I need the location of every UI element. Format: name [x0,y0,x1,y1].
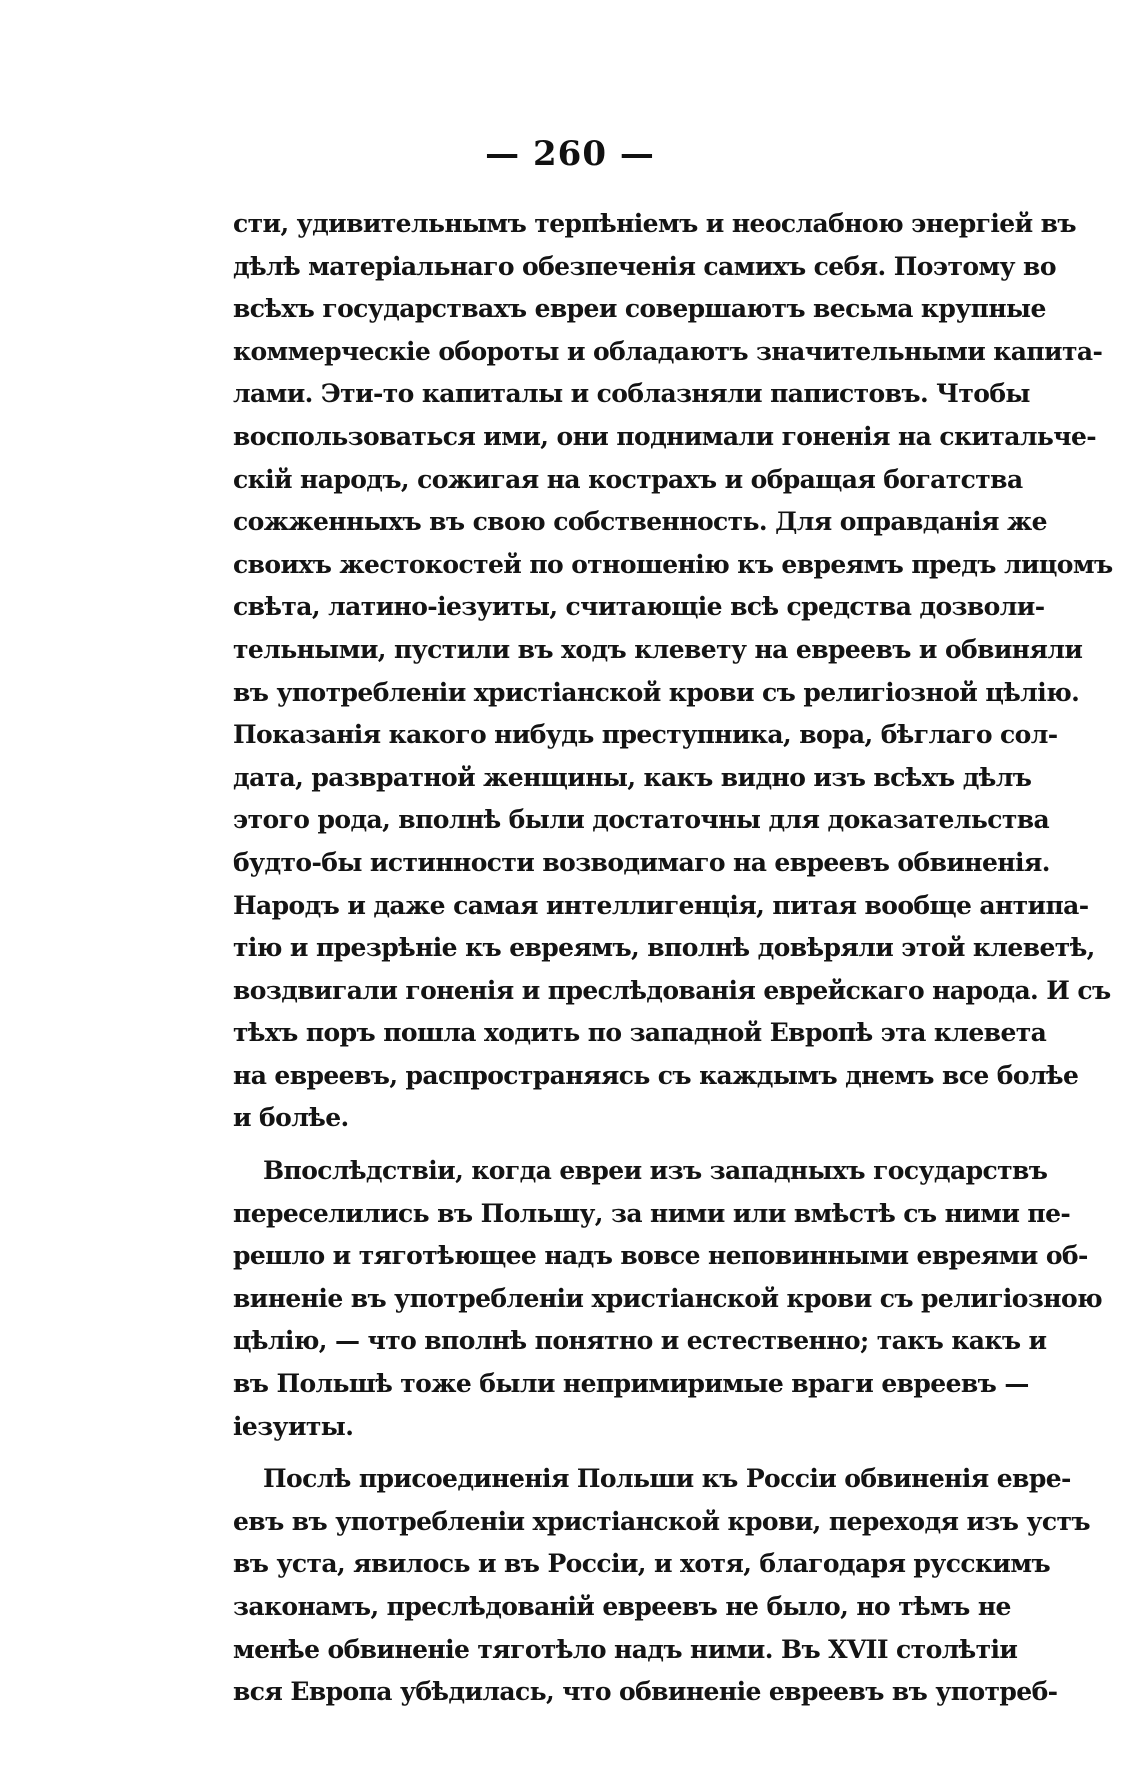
text-line: сти, удивительнымъ терпѣніемъ и неослабною энергіей въ [233,209,1076,238]
text-line: воспользоваться ими, они поднимали гоненія на скитальче- [233,421,1097,451]
text-line: переселились въ Польшу, за ними или вмѣстѣ съ ними пе- [233,1198,1071,1228]
text-line: этого рода, вполнѣ были достаточны для доказательства [233,805,1050,835]
text-line: свѣта, латино-іезуиты, считающіе всѣ средства дозволи- [233,592,1045,622]
text-line: своихъ жестокостей по отношенію къ евреямъ предъ лицомъ [233,549,1113,579]
text-line: въ уста, явилось и въ Россіи, и хотя, благодаря русскимъ [233,1549,1051,1579]
text-line: іезуиты. [233,1411,354,1441]
text-line: решло и тяготѣющее надъ вовсе неповинными евреями об- [233,1241,1088,1271]
paragraph-2 [233,1150,1103,1448]
paragraph-gap [233,1140,985,1150]
text-line: лами. Эти-то капиталы и соблазняли папистовъ. Чтобы [233,379,1030,409]
text-line: тѣхъ поръ пошла ходить по западной Европѣ эта клевета [233,1018,1047,1048]
text-line: тельными, пустили въ ходъ клевету на евреевъ и обвиняли [233,634,1083,664]
text-line: законамъ, преслѣдованій евреевъ не было, но тѣмъ не [233,1592,1011,1621]
text-line: менѣе обвиненіе тяготѣло надъ ними. Въ XVII столѣтіи [233,1634,1018,1664]
body-text [233,203,1113,1714]
paragraph-gap [233,1448,985,1458]
paragraph-3 [233,1458,1090,1714]
text-line: Послѣ присоединенія Польши къ Россіи обвиненія евре- [263,1464,1071,1494]
text-line: дата, развратной женщины, какъ видно изъ всѣхъ дѣлъ [233,762,1032,792]
text-line: въ Польшѣ тоже были непримиримые враги евреевъ — [233,1369,1029,1399]
text-line: въ употребленіи христіанской крови съ религіозной цѣлію. [233,677,1080,707]
text-line: Народъ и даже самая интеллигенція, питая вообще антипа- [233,890,1089,920]
paragraph-1 [233,203,1113,1140]
text-line: Показанія какого нибудь преступника, вора, бѣглаго сол- [233,720,1058,750]
text-line: Впослѣдствіи, когда евреи изъ западныхъ государствъ [263,1156,1048,1186]
page-number: — 260 — [485,134,655,174]
text-line: тію и презрѣніе къ евреямъ, вполнѣ довѣряли этой клеветѣ, [233,933,1095,963]
text-line: дѣлѣ матеріальнаго обезпеченія самихъ себя. Поэтому во [233,251,1056,281]
text-line: вся Европа убѣдилась, что обвиненіе евреевъ въ употреб- [233,1677,1058,1707]
text-line: скій народъ, сожигая на кострахъ и обращая богатства [233,464,1023,494]
text-line: коммерческіе обороты и обладаютъ значительными капита- [233,336,1103,366]
text-line: на евреевъ, распространяясь съ каждымъ днемъ все болѣе [233,1060,1079,1090]
text-line: воздвигали гоненія и преслѣдованія еврейскаго народа. И съ [233,975,1111,1005]
text-line: виненіе въ употребленіи христіанской крови съ религіозною [233,1283,1103,1313]
text-line: евъ въ употребленіи христіанской крови, переходя изъ устъ [233,1506,1090,1536]
text-line: всѣхъ государствахъ евреи совершаютъ весьма крупные [233,294,1046,324]
text-line: сожженныхъ въ свою собственность. Для оправданія же [233,507,1047,537]
text-line: цѣлію, — что вполнѣ понятно и естественно; такъ какъ и [233,1326,1047,1356]
text-line: будто-бы истинности возводимаго на евреевъ обвиненія. [233,847,1050,877]
text-line: и болѣе. [233,1103,349,1133]
